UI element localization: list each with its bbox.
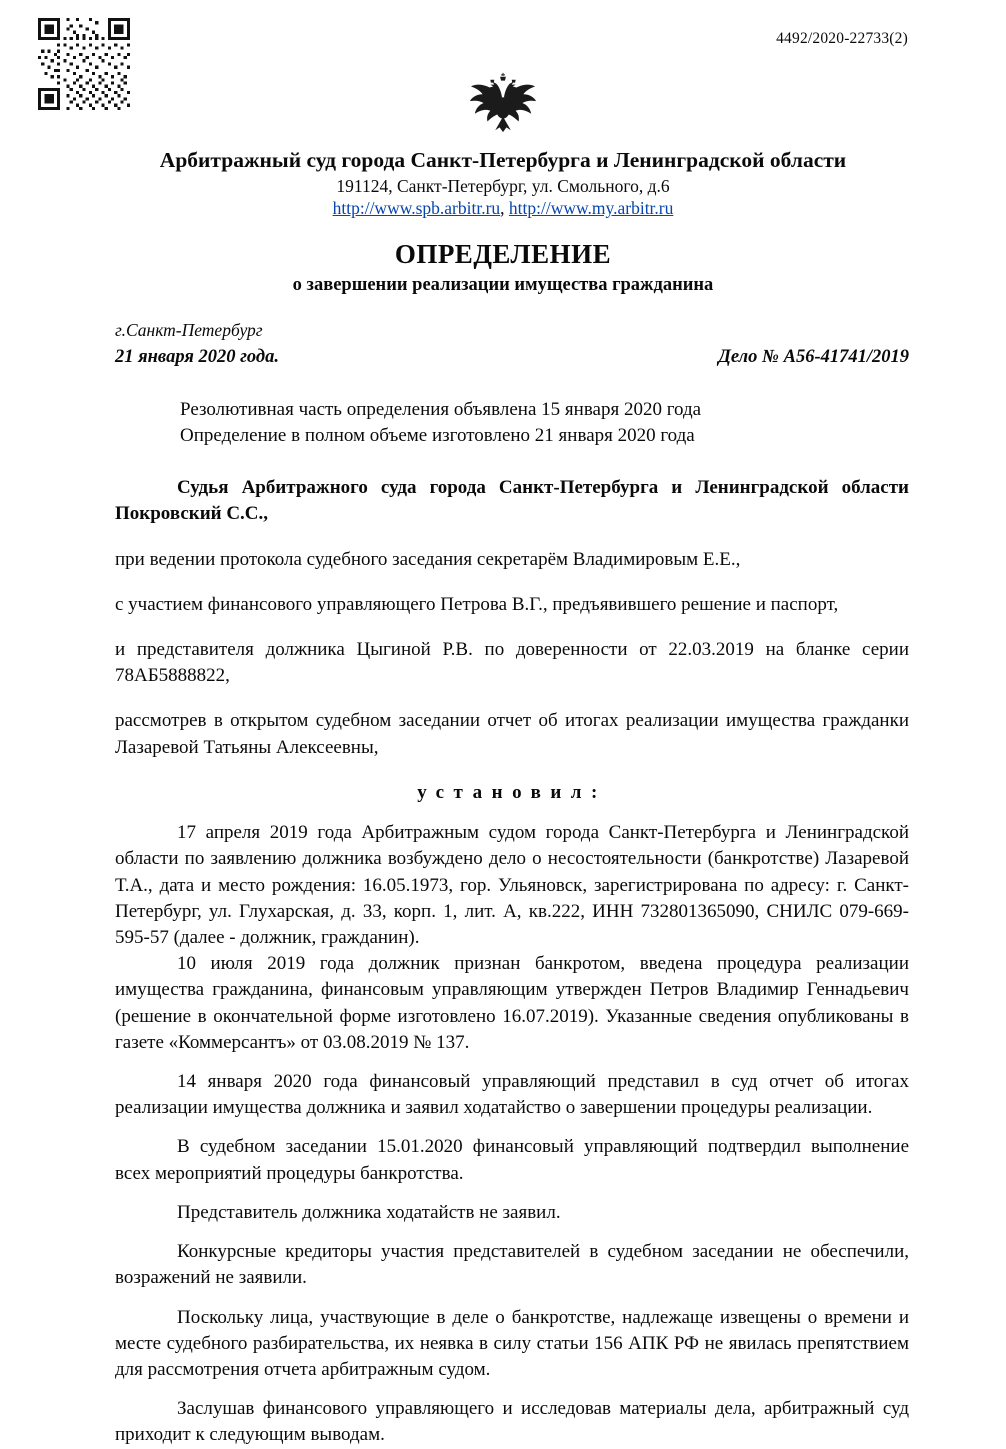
court-link-primary[interactable]: http://www.spb.arbitr.ru <box>332 198 501 218</box>
place-line: г.Санкт-Петербург <box>115 320 263 340</box>
link-separator: , <box>500 198 509 218</box>
doc-number: 4492/2020-22733(2) <box>776 30 908 47</box>
court-links <box>0 198 1006 219</box>
date-line: 21 января 2020 года. <box>115 347 279 368</box>
body-paragraph: 10 июля 2019 года должник признан банкротом, введена процедура реализации имущества гражданина, финансовым управляющим утвержден Петров Владимир Геннадьевич (решение в окончательной форме изготовлено 16.07.2019). Указанные сведения опубликованы в газете «Коммерсантъ» от 03.08.2019 № 137. <box>115 953 909 1053</box>
document-title: ОПРЕДЕЛЕНИЕ <box>394 239 612 269</box>
protocol-line: при ведении протокола судебного заседания секретарём Владимировым Е.Е., <box>115 548 741 570</box>
coat-of-arms-icon <box>0 70 1006 138</box>
participant-line: с участием финансового управляющего Петрова В.Г., предъявившего решение и паспорт, <box>115 593 839 615</box>
document-subtitle: о завершении реализации имущества гражданина <box>292 275 714 295</box>
body-paragraph: 17 апреля 2019 года Арбитражным судом города Санкт-Петербурга и Ленинградской области по заявлению должника возбуждено дело о несостоятельности (банкротстве) Лазаревой Т.А., дата и место рождения: 16.05.1973, гор. Ульяновск, зарегистрирована по адресу: г. Санкт-Петербург, ул. Глухарская, д. 33, корп. 1, лит. А, кв.222, ИНН 732801365090, СНИЛС 079-669-595-57 (далее - должник, гражданин). <box>115 822 909 948</box>
ustanovil-heading: установил: <box>417 781 607 803</box>
body-paragraph: Представитель должника ходатайств не заявил. <box>177 1201 561 1223</box>
resolution-line: Определение в полном объеме изготовлено 21 января 2020 года <box>180 424 695 446</box>
body-paragraph: 14 января 2020 года финансовый управляющий представил в суд отчет об итогах реализации имущества должника и заявил ходатайство о завершении процедуры реализации. <box>115 1071 909 1119</box>
judge-line: Судья Арбитражного суда города Санкт-Петербурга и Ленинградской области Покровский С.С., <box>115 477 909 525</box>
document-body <box>0 318 1006 1449</box>
body-paragraph: Заслушав финансового управляющего и исследовав материалы дела, арбитражный суд приходит к следующим выводам. <box>115 1398 909 1446</box>
body-paragraph: Конкурсные кредиторы участия представителей в судебном заседании не обеспечили, возражений не заявили. <box>115 1241 909 1289</box>
resolution-line: Резолютивная часть определения объявлена 15 января 2020 года <box>180 398 702 420</box>
case-number: Дело № А56-41741/2019 <box>718 347 909 368</box>
body-paragraph: В судебном заседании 15.01.2020 финансовый управляющий подтвердил выполнение всех мероприятий процедуры банкротства. <box>115 1136 909 1184</box>
court-address: 191124, Санкт-Петербург, ул. Смольного, д.6 <box>336 176 670 196</box>
court-link-secondary[interactable]: http://www.my.arbitr.ru <box>508 198 674 218</box>
body-paragraph: Поскольку лица, участвующие в деле о банкротстве, надлежаще извещены о времени и месте судебного разбирательства, их неявка в силу статьи 156 АПК РФ не явилась препятствием для рассмотрения отчета арбитражным судом. <box>115 1306 909 1380</box>
participant-line: и представителя должника Цыгиной Р.В. по доверенности от 22.03.2019 на бланке серии 78АБ5888822, <box>115 638 909 687</box>
court-name: Арбитражный суд города Санкт-Петербурга и Ленинградской области <box>159 148 847 172</box>
qr-code-icon <box>38 18 130 110</box>
considered-line: рассмотрев в открытом судебном заседании отчет об итогах реализации имущества гражданки Лазаревой Татьяны Алексеевны, <box>115 710 909 758</box>
